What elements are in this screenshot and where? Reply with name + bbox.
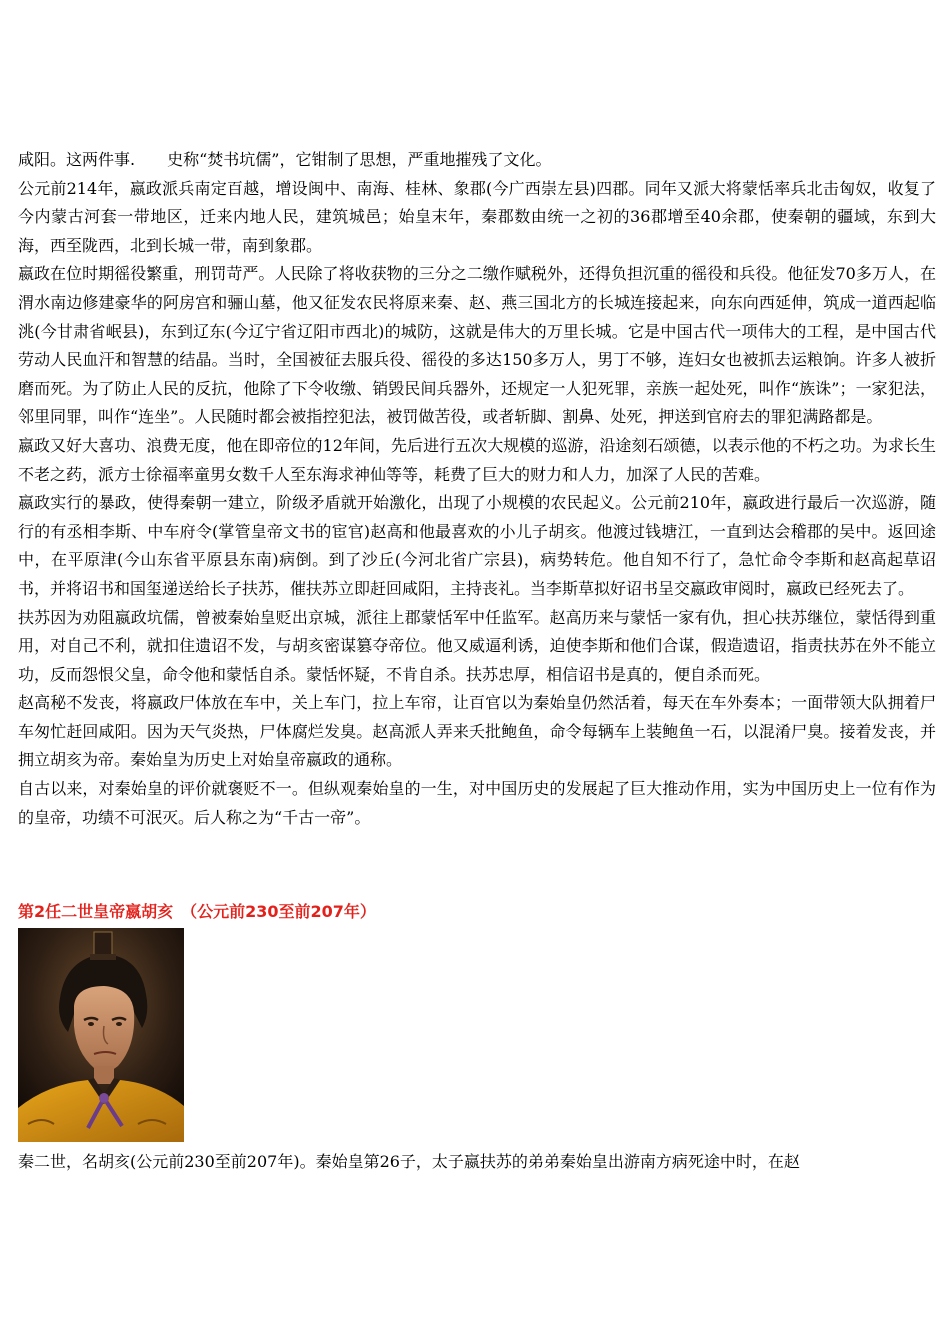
paragraph-corvee: 嬴政在位时期徭役繁重，刑罚苛严。人民除了将收获物的三分之二缴作赋税外，还得负担沉重的徭役和兵役。他征发70多万人，在渭水南边修建豪华的阿房宫和骊山墓，他又征发农民将原来秦、赵、燕三国北方的长城连接起来，向东向西延伸，筑成一道西起临洮(今甘肃省岷县)，东到辽东(今辽宁省辽阳市西北)的城防，这就是伟大的万里长城。它是中国古代一项伟大的工程，是中国古代劳动人民血汗和智慧的结晶。当时，全国被征去服兵役、徭役的多达150多万人，男丁不够，连妇女也被抓去运粮饷。许多人被折磨而死。为了防止人民的反抗，他除了下令收缴、销毁民间兵器外，还规定一人犯死罪，亲族一起处死，叫作“族诛”；一家犯法，邻里同罪，叫作“连坐”。人民随时都会被指控犯法，被罚做苦役，或者斩脚、割鼻、处死，押送到官府去的罪犯满路都是。 [18,264,936,427]
paragraph-burning-books: 咸阳。这两件事. 史称“焚书坑儒”，它钳制了思想，严重地摧残了文化。 [18,150,552,169]
paragraph-evaluation: 自古以来，对秦始皇的评价就褒贬不一。但纵观秦始皇的一生，对中国历史的发展起了巨大推动作用，实为中国历史上一位有作为的皇帝，功绩不可泯灭。后人称之为“千古一帝”。 [18,779,936,827]
emperor-portrait [18,928,184,1142]
paragraph-expansion: 公元前214年，嬴政派兵南定百越，增设闽中、南海、桂林、象郡(今广西崇左县)四郡。同年又派大将蒙恬率兵北击匈奴，收复了今内蒙古河套一带地区，迁来内地人民，建筑城邑；始皇末年，秦郡数由统一之初的36郡增至40余郡，使秦朝的疆域，东到大海，西至陇西，北到长城一带，南到象郡。 [18,178,936,255]
paragraph-fusu: 扶苏因为劝阻嬴政坑儒，曾被秦始皇贬出京城，派往上郡蒙恬军中任监军。赵高历来与蒙恬一家有仇，担心扶苏继位，蒙恬得到重用，对自己不利，就扣住遗诏不发，与胡亥密谋篡夺帝位。他又威逼利诱，迫使李斯和他们合谋，假造遗诏，指责扶苏在外不能立功，反而怨恨父皇，命令他和蒙恬自杀。蒙恬怀疑，不肯自杀。扶苏忠厚，相信诏书是真的，便自杀而死。 [18,607,936,684]
section-body: 秦二世，名胡亥(公元前230至前207年)。秦始皇第26子，太子嬴扶苏的弟弟秦始皇出游南方病死途中时，在赵 [18,1152,800,1172]
section-heading: 第2任二世皇帝嬴胡亥 （公元前230至前207年） [18,902,376,922]
paragraph-zhao-gao: 赵高秘不发丧，将嬴政尸体放在车中，关上车门，拉上车帘，让百官以为秦始皇仍然活着，每天在车外奏本；一面带领大队拥着尸车匆忙赶回咸阳。因为天气炎热，尸体腐烂发臭。赵高派人弄来夭批鲍鱼，命令每辆车上装鲍鱼一石，以混淆尸臭。接着发丧，并拥立胡亥为帝。秦始皇为历史上对始皇帝嬴政的通称。 [18,693,936,770]
section-spacer [18,832,936,900]
paragraph-tours: 嬴政又好大喜功、浪费无度，他在即帝位的12年间，先后进行五次大规模的巡游，沿途刻石颂德，以表示他的不朽之功。为求长生不老之药，派方士徐福率童男女数千人至东海求神仙等等，耗费了巨大的财力和人力，加深了人民的苦难。 [18,435,936,484]
paragraph-last-tour: 嬴政实行的暴政，使得秦朝一建立，阶级矛盾就开始激化，出现了小规模的农民起义。公元前210年，嬴政进行最后一次巡游，随行的有丞相李斯、中车府令(掌管皇帝文书的宦官)赵高和他最喜欢的小儿子胡亥。他渡过钱塘江，一直到达会稽郡的吴中。返回途中，在平原津(今山东省平原县东南)病倒。到了沙丘(今河北省广宗县)，病势转危。他自知不行了，急忙命令李斯和赵高起草诏书，并将诏书和国玺递送给长子扶苏，催扶苏立即赶回咸阳，主持丧礼。当李斯草拟好诏书呈交嬴政审阅时，嬴政已经死去了。 [18,493,936,598]
document-page [18,146,936,1177]
